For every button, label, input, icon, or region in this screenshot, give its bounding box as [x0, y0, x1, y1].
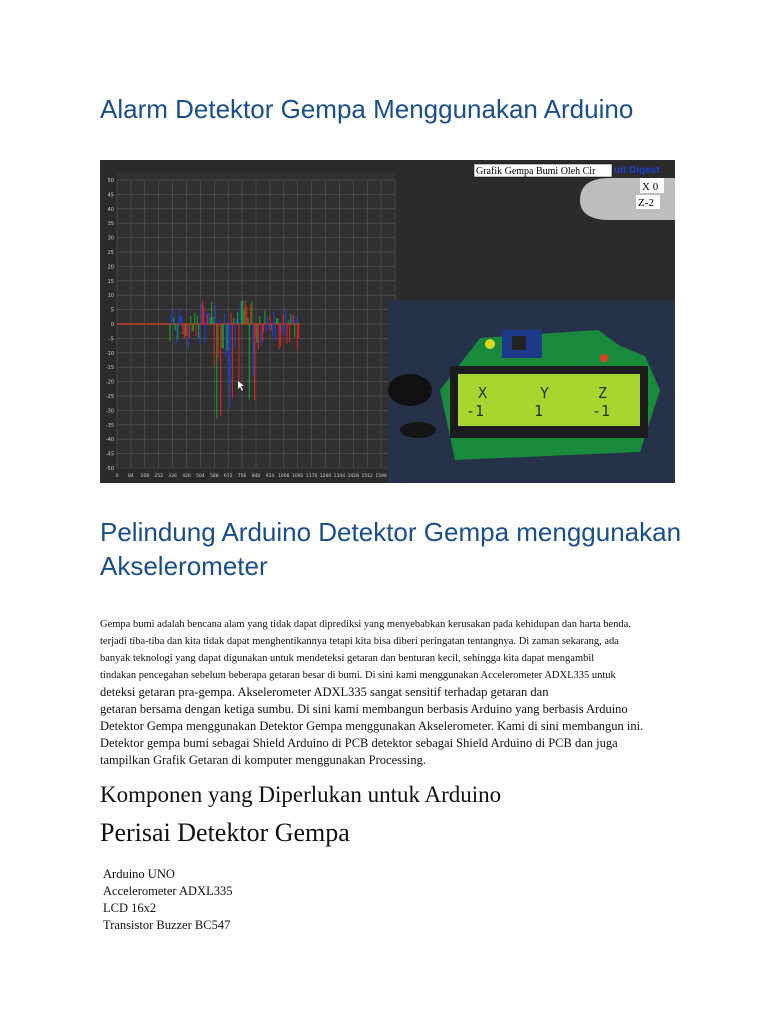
x-tick-label: 756 [237, 474, 247, 479]
capacitor [485, 339, 495, 349]
list-item: Arduino UNO [103, 867, 175, 881]
y-tick-label: 25 [107, 250, 114, 256]
y-tick-label: 15 [107, 278, 114, 285]
list-item: Transistor Buzzer BC547 [103, 918, 231, 932]
x-tick-label: 1260 [319, 474, 332, 479]
body-line: banyak teknologi yang dapat digunakan untuk mendeteksi getaran dan benturan kecil, sehingga kita dapat mengambil [100, 653, 595, 664]
y-tick-label: 35 [107, 221, 114, 228]
accelerometer-chip [512, 336, 526, 350]
components-heading: Komponen yang Diperlukan untuk Arduino [100, 782, 502, 807]
x-tick-label: 1512 [361, 474, 373, 479]
list-item: LCD 16x2 [103, 901, 157, 915]
y-tick-label: 0 [110, 322, 114, 328]
x-tick-label: 252 [154, 474, 163, 479]
x-tick-label: 336 [168, 474, 177, 479]
readout-z: Z-2 [638, 197, 654, 209]
usb-cable [388, 374, 432, 406]
list-item: Accelerometer ADXL335 [103, 884, 233, 898]
led [600, 354, 608, 362]
x-axis-ticks [116, 473, 401, 479]
section-subtitle: Pelindung Arduino Detektor Gempa menggunakan Akselerometer [100, 517, 682, 581]
x-tick-label: 924 [265, 474, 275, 479]
power-cable [400, 422, 436, 438]
earthquake-figure [100, 160, 675, 483]
readout-x: X 0 [642, 181, 659, 193]
x-tick-label: 672 [223, 474, 233, 479]
page-title: Alarm Detektor Gempa Menggunakan Arduino [100, 94, 634, 124]
y-tick-label: -35 [105, 422, 114, 429]
y-tick-label: -25 [105, 394, 114, 400]
x-tick-label: 1092 [291, 474, 304, 479]
body-line: Detektor gempa bumi sebagai Shield Arduino di PCB detektor sebagai Shield Arduino di PCB dan juga [100, 736, 618, 750]
y-tick-label: -50 [105, 466, 114, 472]
x-tick-label: 1176 [305, 474, 318, 479]
y-tick-label: 5 [110, 307, 114, 314]
vibration-graph [100, 160, 675, 483]
y-tick-label: -45 [105, 451, 114, 458]
x-tick-label: 168 [140, 474, 150, 479]
body-line: Gempa bumi adalah bencana alam yang tidak dapat diprediksi yang menyebabkan kerusakan pada kehidupan dan harta benda. [100, 619, 631, 630]
lcd-header-z: Z [598, 384, 608, 402]
body-line: getaran bersama dengan ketiga sumbu. Di sini kami membangun berbasis Arduino yang berbasis Arduino [100, 702, 628, 716]
x-tick-label: 420 [182, 474, 191, 479]
x-tick-label: 1428 [347, 474, 360, 479]
lcd-header-x: X [478, 384, 488, 402]
body-line: deteksi getaran pra-gempa. Akselerometer ADXL335 sangat sensitif terhadap getaran dan [100, 685, 549, 699]
body-line: tampilkan Grafik Getaran di komputer menggunakan Processing. [100, 753, 426, 767]
x-tick-label: 0 [115, 474, 119, 479]
x-tick-label: 1008 [278, 474, 290, 479]
intro-paragraph [100, 616, 700, 769]
graph-title: Grafik Gempa Bumi Oleh Cir [476, 166, 596, 177]
x-tick-label: 84 [128, 474, 134, 479]
site-overlay-text: uit Digest [614, 165, 660, 176]
y-tick-label: -40 [105, 437, 114, 444]
components-heading-line2: Perisai Detektor Gempa [100, 818, 350, 847]
x-tick-label: 504 [196, 474, 205, 479]
x-tick-label: 840 [251, 474, 261, 479]
y-tick-label: 50 [107, 178, 114, 184]
y-tick-label: 20 [107, 264, 114, 271]
device-photo [388, 300, 675, 483]
lcd-value-x: -1 [466, 402, 485, 420]
y-tick-label: 30 [107, 235, 114, 242]
lcd-value-z: -1 [592, 402, 611, 420]
body-line: terjadi tiba-tiba dan kita tidak dapat menghentikannya tetapi kita bisa diberi peringatan tentangnya. Di zaman sekarang, ada [100, 636, 619, 647]
y-tick-label: -10 [105, 350, 114, 357]
y-tick-label: -30 [105, 408, 114, 415]
x-tick-label: 1344 [333, 474, 346, 479]
body-line: tindakan pencegahan sebelum beberapa getaran besar di bumi. Di sini kami menggunakan Accelerometer ADXL335 untuk [100, 670, 616, 681]
y-tick-label: -15 [105, 365, 114, 372]
lcd-header-y: Y [540, 384, 550, 402]
y-tick-label: -20 [105, 379, 114, 386]
y-tick-label: 40 [107, 206, 114, 213]
body-line: Detektor Gempa menggunakan Detektor Gempa menggunakan Akselerometer. Kami di sini membangun ini. [100, 719, 644, 733]
y-tick-label: -5 [109, 336, 114, 343]
x-tick-label: 1596 [375, 474, 387, 479]
y-tick-label: 45 [107, 192, 114, 199]
y-tick-label: 10 [107, 293, 114, 300]
lcd-value-y: 1 [534, 402, 544, 420]
x-tick-label: 588 [210, 474, 219, 479]
components-list [103, 866, 232, 934]
